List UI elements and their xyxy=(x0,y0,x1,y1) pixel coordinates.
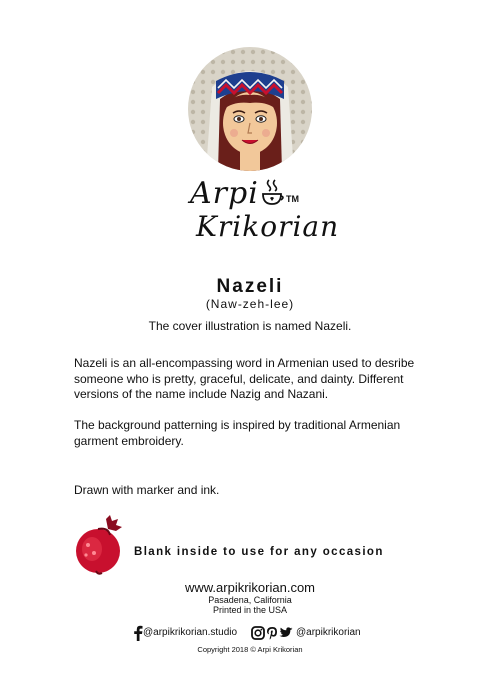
portrait-illustration xyxy=(188,47,312,171)
logo-last-name: Krikorian xyxy=(196,210,340,243)
copyright-text: Copyright 2018 © Arpi Krikorian xyxy=(197,645,303,654)
pinterest-icon[interactable] xyxy=(265,626,279,640)
medium-note: Drawn with marker and ink. xyxy=(74,483,220,497)
logo-first-name: Arpi xyxy=(190,176,259,211)
trademark-mark: TM xyxy=(286,194,299,204)
printed-in-text: Printed in the USA xyxy=(212,605,288,615)
facebook-icon[interactable] xyxy=(133,625,143,641)
pattern-paragraph: The background patterning is inspired by traditional Armenian garment embroidery. xyxy=(74,418,401,448)
location-text: Pasadena, California xyxy=(208,595,292,605)
cover-note: The cover illustration is named Nazeli. xyxy=(148,319,352,333)
facebook-handle[interactable]: @arpikrikorian.studio xyxy=(143,627,238,638)
twitter-handle[interactable]: @arpikrikorian xyxy=(296,627,361,638)
website-link[interactable]: www.arpikrikorian.com xyxy=(184,580,316,595)
pomegranate-icon xyxy=(72,515,124,577)
blank-inside-note: Blank inside to use for any occasion xyxy=(134,546,384,558)
teacup-icon xyxy=(260,178,286,208)
card-title: Nazeli xyxy=(216,276,284,297)
description-paragraph: Nazeli is an all-encompassing word in Armenian used to desribe someone who is pretty, graceful, delicate, and dainty. Different versions of the name include Nazig and Nazani. xyxy=(74,356,415,401)
twitter-icon[interactable] xyxy=(279,626,293,640)
instagram-icon[interactable] xyxy=(251,626,265,640)
brand-logo xyxy=(190,176,340,246)
pronunciation: (Naw-zeh-lee) xyxy=(205,297,295,311)
social-row xyxy=(0,626,500,642)
